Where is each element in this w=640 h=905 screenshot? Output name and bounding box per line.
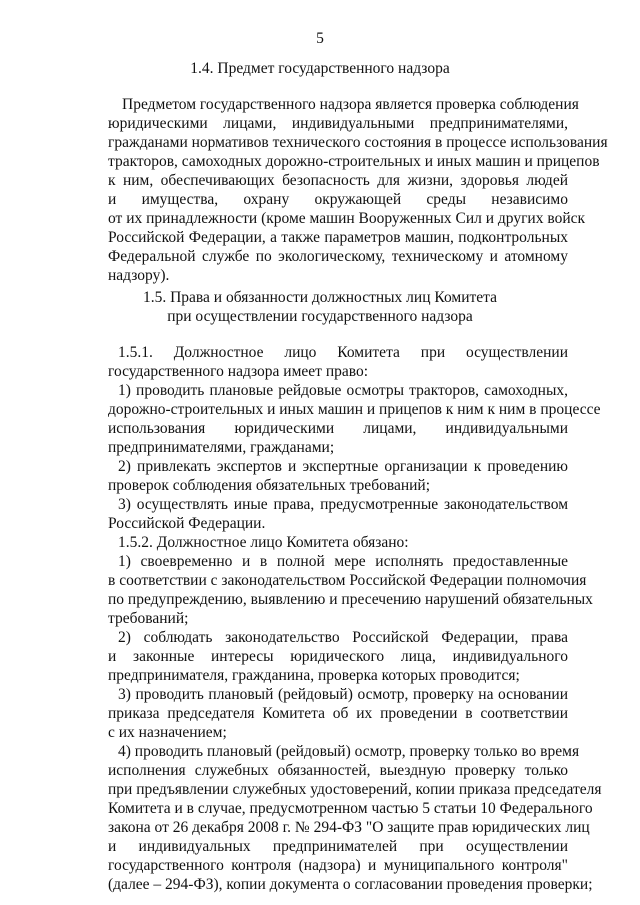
list-item-line: 2) привлекать экспертов и экспертные организации к проведению	[118, 458, 568, 475]
list-item-line: Комитета и в случае, предусмотренном частью 5 статьи 10 Федерального	[108, 800, 593, 817]
paragraph-line: от их принадлежности (кроме машин Вооруженных Сил и других войск	[108, 210, 586, 227]
list-item-line: использования юридическими лицами, индивидуальными	[108, 420, 568, 437]
list-item-line: 1) проводить плановые рейдовые осмотры тракторов, самоходных,	[118, 382, 568, 399]
section-1-4-title: 1.4. Предмет государственного надзора	[190, 60, 450, 77]
list-item-line: дорожно-строительных и иных машин и прицепов к ним к ним в процессе	[108, 401, 601, 418]
list-item-line: 2) соблюдать законодательство Российской Федерации, права	[118, 629, 568, 646]
list-item-line: государственного контроля (надзора) и муниципального контроля"	[108, 857, 568, 874]
list-item-line: в соответствии с законодательством Российской Федерации полномочия	[108, 572, 587, 589]
list-item-line: и индивидуальных предпринимателей при осуществлении	[108, 838, 568, 855]
paragraph-line: 1.5.2. Должностное лицо Комитета обязано:	[118, 534, 409, 551]
list-item-line: 3) осуществлять иные права, предусмотренные законодательством	[118, 496, 568, 513]
paragraph-line: государственного надзора имеет право:	[108, 363, 369, 380]
list-item-line: по предупреждению, выявлению и пресечению нарушений обязательных	[108, 591, 593, 608]
paragraph-line: 1.5.1. Должностное лицо Комитета при осуществлении	[118, 344, 568, 361]
list-item-line: (далее – 294-ФЗ), копии документа о согласовании проведения проверки;	[108, 876, 593, 893]
list-item-line: при предъявлении служебных удостоверений, копии приказа председателя	[108, 781, 602, 798]
list-item-line: 3) проводить плановый (рейдовый) осмотр, проверку на основании	[118, 686, 568, 703]
list-item-line: требований;	[108, 610, 189, 627]
section-1-5-subtitle: при осуществлении государственного надзора	[167, 308, 473, 325]
list-item-line: исполнения служебных обязанностей, выездную проверку только	[108, 762, 568, 779]
paragraph-line: тракторов, самоходных дорожно-строительных и иных машин и прицепов	[108, 153, 600, 170]
list-item-line: и законные интересы юридического лица, индивидуального	[108, 648, 568, 665]
list-item-line: предпринимателями, гражданами;	[108, 439, 335, 456]
paragraph-line: Предметом государственного надзора является проверка соблюдения	[122, 96, 579, 113]
section-1-5-title: 1.5. Права и обязанности должностных лиц Комитета	[142, 289, 498, 306]
paragraph-line: надзору).	[108, 267, 170, 284]
list-item-line: приказа председателя Комитета об их проведении в соответствии	[108, 705, 568, 722]
paragraph-line: к ним, обеспечивающих безопасность для жизни, здоровья людей	[108, 172, 568, 189]
paragraph-line: Российской Федерации, а также параметров машин, подконтрольных	[108, 229, 568, 246]
list-item-line: закона от 26 декабря 2008 г. № 294-ФЗ "О защите прав юридических лиц	[108, 819, 590, 836]
page-number: 5	[316, 30, 324, 47]
list-item-line: с их назначением;	[108, 724, 227, 741]
paragraph-line: Федеральной службе по экологическому, техническому и атомному	[108, 248, 568, 265]
list-item-line: 4) проводить плановый (рейдовый) осмотр, проверку только во время	[118, 743, 580, 760]
list-item-line: проверок соблюдения обязательных требований;	[108, 477, 431, 494]
list-item-line: 1) своевременно и в полной мере исполнять предоставленные	[118, 553, 568, 570]
paragraph-line: и имущества, охрану окружающей среды независимо	[108, 191, 568, 208]
list-item-line: Российской Федерации.	[108, 515, 266, 532]
list-item-line: предпринимателя, гражданина, проверка которых проводится;	[108, 667, 520, 684]
paragraph-line: юридическими лицами, индивидуальными предпринимателями,	[108, 115, 568, 132]
paragraph-line: гражданами нормативов технического состояния в процессе использования	[108, 134, 608, 151]
